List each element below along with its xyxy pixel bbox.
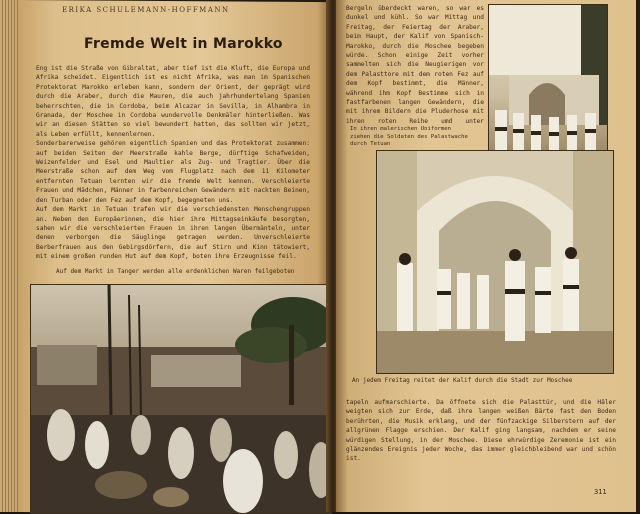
paragraph: Auf dem Markt in Tetuan trafen wir die verschiedensten Menschengruppen an. Neben den Europäerinnen, die hier ihre Mittagseinkäufe besorgten, sahen wir die verschleierten Frauen in ihren langen Übermänteln, unter denen verborgen die Säuglinge getragen werden. Unverschleierte Berberfrauen aus den Gebirgsdörfern, die auf Stirn und Kinn tätowiert, mit einem großen runden Hut auf dem Kopf, boten ihre Erzeugnisse feil. [36,205,310,261]
procession-illustration [377,151,613,373]
palace-guard-caption: In ihren malerischen Uniformen ziehen die Soldaten des Palastwache durch Tetuan [350,126,470,149]
page-number: 311 [594,488,607,496]
market-photo-caption: Auf dem Markt in Tanger werden alle erdenklichen Waren feilgeboten [56,268,294,275]
left-body-text [36,64,310,262]
chapter-title: Fremde Welt in Marokko [84,36,283,52]
paragraph: Sonderbarerweise gehören eigentlich Spanien und das Protektorat zusammen: auf beiden Seiten der Meerstraße kahle Berge, dürftige Schafweiden, Weizenfelder und Esel und Maultier als Zug- und Tragtier. Über die Meerstraße schon auf dem Weg vom Flugplatz nach dem 11 Kilometer entfernten Tetuan lernten wir die fremde Welt kennen. Verschleierte Frauen und Mädchen, Männer in farbenreichen Gewändern mit nackten Beinen, den Turban oder den Fez auf dem Kopf, begegneten uns. [36,139,310,205]
right-top-text [346,4,484,124]
right-bottom-text [346,398,616,508]
kalif-procession-caption: An jedem Freitag reitet der Kalif durch die Stadt zur Moschee [352,377,572,384]
running-head: ERIKA SCHULEMANN-HOFFMANN [62,6,230,14]
tangier-market-photo [30,284,332,514]
market-photo-illustration [31,285,331,513]
paragraph: tapeln aufmarschierte. Da öffnete sich die Palasttür, und die Häler weigten sich zur Erde, daß ihre langen weißen Bärte fast den Boden berührten, die Musik erklang, und der fünfzackige Silberstern auf der allgrünen Flagge erschien. Der Kalif ging langsam, nachdem er seine würdigen Stellung, in der Moschee. Diese ehrwürdige Zeremonie ist ein glänzendes Ereignis jeder Woche, das immer gleichbleibend war und schön ist. [346,398,616,464]
kalif-procession-photo [376,150,614,374]
paragraph: Eng ist die Straße von Gibraltat, aber tief ist die Kluft, die Europa und Afrika scheidet. Eigentlich ist es nicht Afrika, was man im Spanischen Protektorat Marokko erleben kann, sondern der Orient, der geprägt wird durch die Araber, durch die Mauren, die auch jahrhundertelang Spanien beherrschten, die in Cordoba, beim Alcazar in Sevilla, in Alhambra in Granada, der Moschee in Cordoba wundervolle Denkmäler hinterließen. Was wir an diesen Stätten so viel bewundert hatten, das sollten wir jetzt, als Leben erfüllt, kennenlernen. [36,64,310,139]
paragraph: Bergeln überdeckt waren, so war es dunkel und kühl. So war Mittag und Freitag, der Feiertag der Araber, beim Haupt, der Kalif von Spanisch-Marokko, durch die Moschee begeben würde. Schon einige Zeit vorher sammelten sich die Neugierigen vor dem Palasttore mit dem roten Fez auf dem Kopf bestimmt, die Männer, während ihm Kopf Bestimme sich in fastfarbenen langen Gewändern, die mit ihrem Bildern die Pluderhose mit ihren roten Reihe umd unter [346,4,484,124]
